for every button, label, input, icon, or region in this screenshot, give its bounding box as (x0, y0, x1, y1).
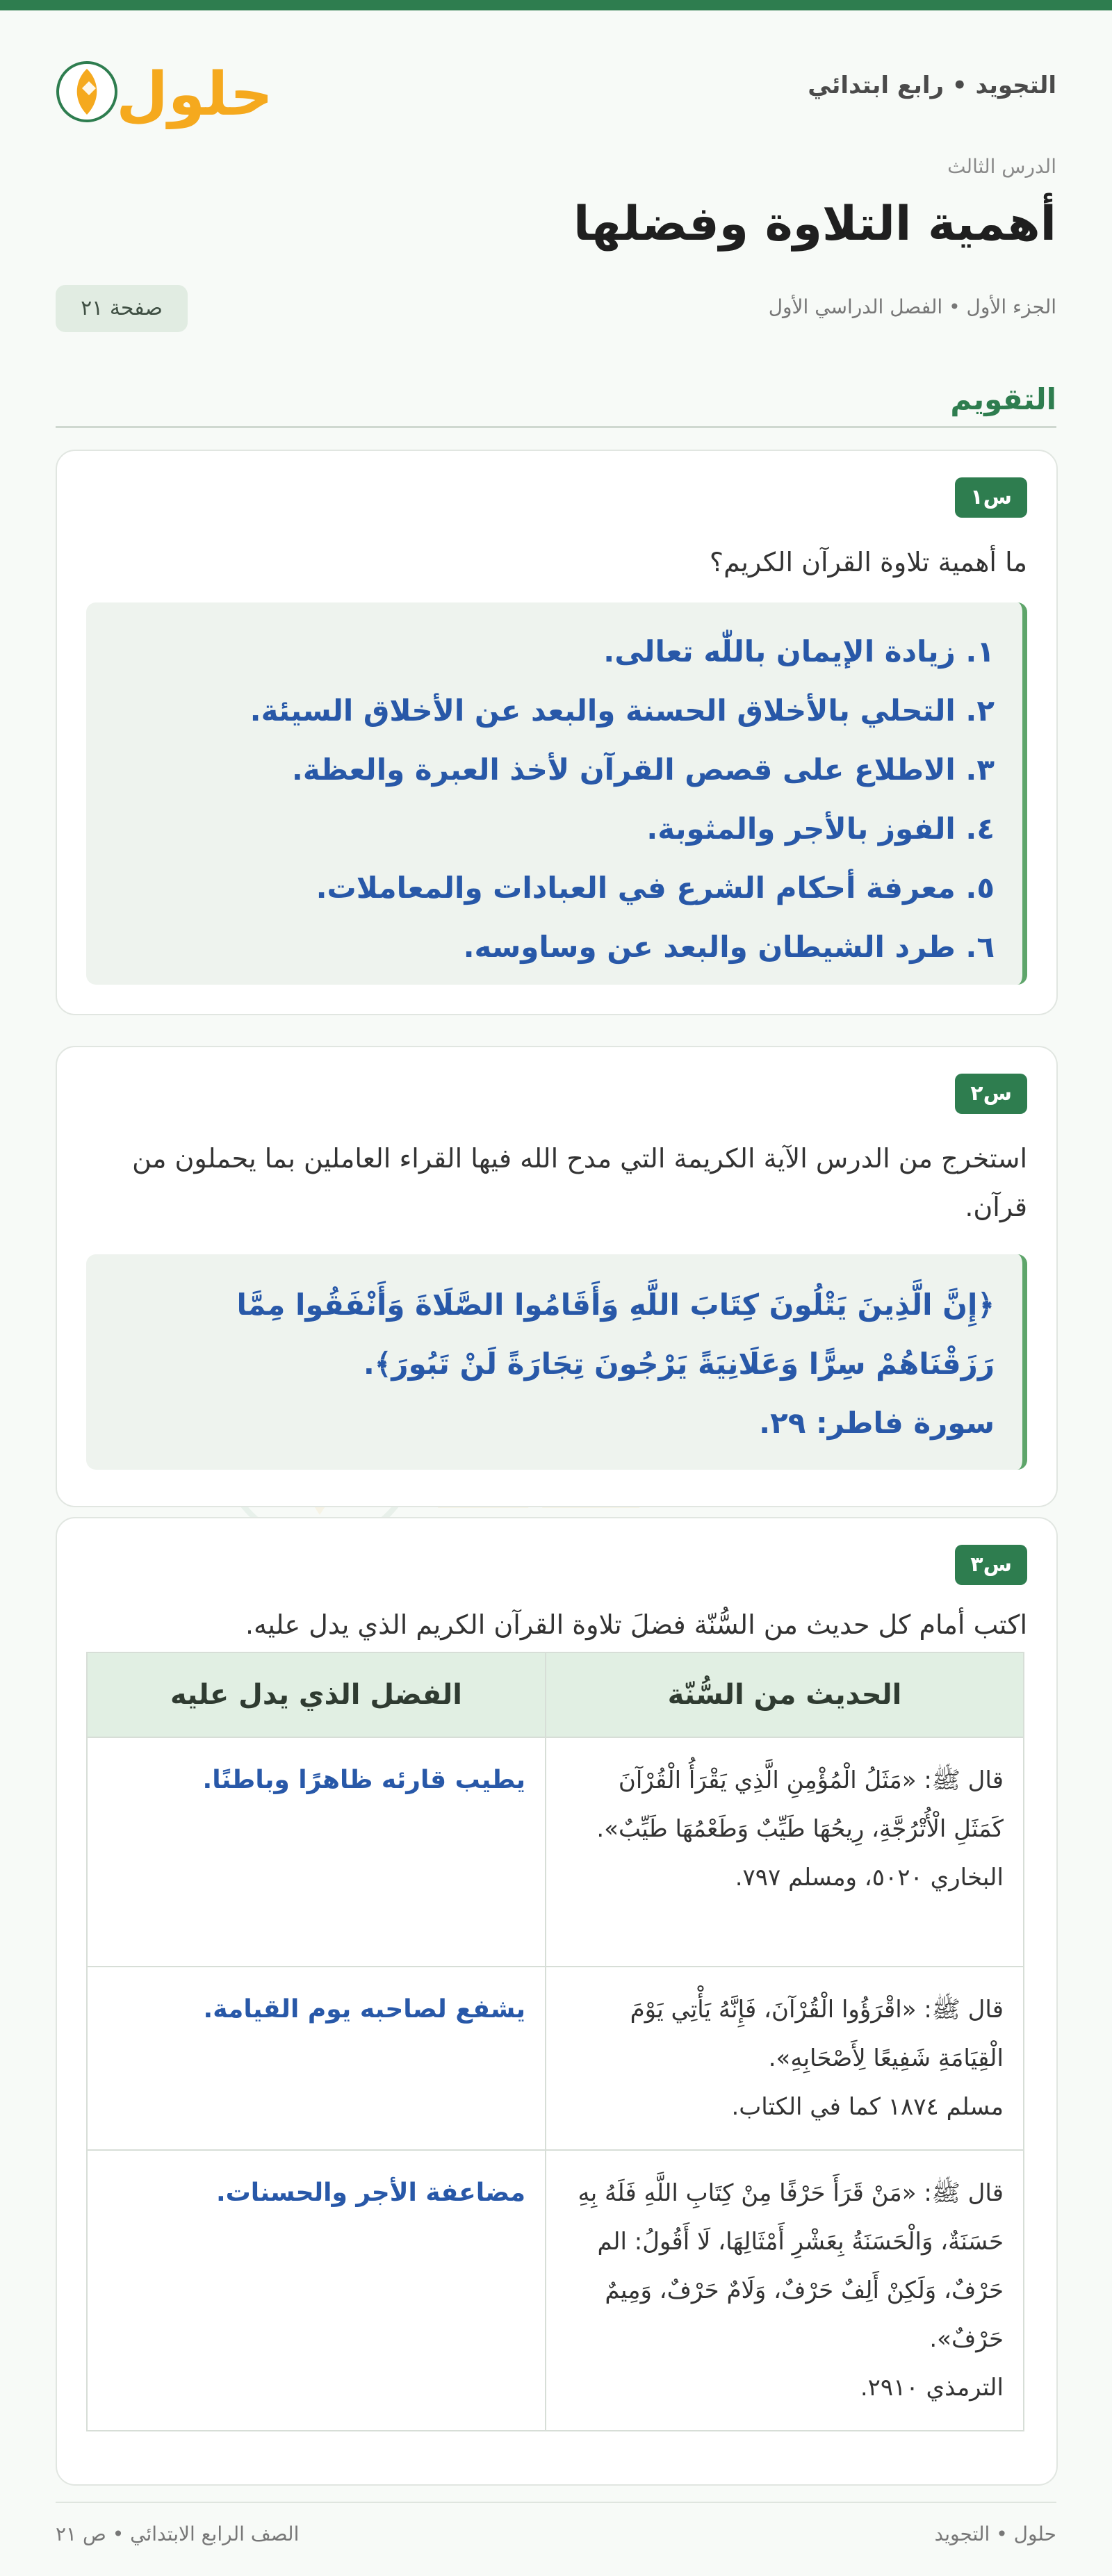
lesson-number: الدرس الثالث (947, 155, 1056, 178)
table-row (87, 1737, 1024, 1967)
column-header-hadith: الحديث من السُّنّة (546, 1652, 1024, 1737)
answer-item: ١. زيادة الإيمان باللّٰه تعالى. (603, 634, 995, 668)
question-badge: س٢ (955, 1074, 1027, 1114)
ayah: ﴿إِنَّ الَّذِينَ يَتْلُونَ كِتَابَ اللَّهِ وَأَقَامُوا الصَّلَاةَ وَأَنْفَقُوا مِمَّا رَزَقْنَاهُمْ سِرًّا وَعَلَانِيَةً يَرْجُونَ تِجَارَةً لَنْ تَبُورَ﴾. (236, 1288, 995, 1381)
lesson-meta: الجزء الأول • الفصل الدراسي الأول (768, 295, 1056, 318)
lesson-title: أهمية التلاوة وفضلها (573, 197, 1056, 252)
answer-item: ٤. الفوز بالأجر والمثوبة. (646, 812, 995, 846)
virtue-cell: مضاعفة الأجر والحسنات. (87, 2150, 546, 2431)
question-text: استخرج من الدرس الآية الكريمة التي مدح الله فيها القراء العاملين بما يحملون من قرآن. (132, 1143, 1027, 1222)
question-card-3 (56, 1517, 1058, 2486)
virtue-cell: يشفع لصاحبه يوم القيامة. (87, 1967, 546, 2150)
hadith-cell (546, 1967, 1024, 2150)
logo-text: حلول (116, 60, 273, 129)
section-title: التقويم (950, 382, 1056, 416)
answer-box (86, 1254, 1027, 1470)
answer-box (86, 602, 1027, 985)
top-accent-bar (0, 0, 1112, 10)
hadith-source: مسلم ١٨٧٤ كما في الكتاب. (731, 2093, 1004, 2121)
answer-item: ٣. الاطلاع على قصص القرآن لأخذ العبرة والعظة. (291, 753, 995, 787)
virtue-cell: يطيب قارئه ظاهرًا وباطنًا. (87, 1737, 546, 1967)
section-divider (56, 426, 1056, 428)
question-badge: س١ (955, 477, 1027, 518)
hadith-cell (546, 2150, 1024, 2431)
table-row (87, 2150, 1024, 2431)
hadith-source: البخاري ٥٠٢٠، ومسلم ٧٩٧. (735, 1864, 1004, 1892)
question-card-1 (56, 450, 1058, 1015)
question-badge: س٣ (955, 1545, 1027, 1585)
hadith-table (86, 1652, 1024, 2431)
answer-item: ٥. معرفة أحكام الشرع في العبادات والمعاملات. (316, 871, 995, 905)
question-text: ما أهمية تلاوة القرآن الكريم؟ (709, 547, 1027, 577)
answer-item: ٢. التحلي بالأخلاق الحسنة والبعد عن الأخلاق السيئة. (250, 694, 995, 728)
hadith-text: قال ﷺ: «اقْرَؤُوا الْقُرْآنَ، فَإِنَّهُ يَأْتِي يَوْمَ الْقِيَامَةِ شَفِيعًا لِأَصْحَابِهِ». (630, 1996, 1004, 2072)
footer-page-info: الصف الرابع الابتدائي • ص ٢١ (56, 2522, 300, 2545)
answer-item: ٦. طرد الشيطان والبعد عن وساوسه. (463, 930, 995, 964)
table-row (87, 1967, 1024, 2150)
subject-label: التجويد • رابع ابتدائي (808, 72, 1056, 99)
hadith-cell (546, 1737, 1024, 1967)
hulool-logo (56, 47, 273, 137)
question-text: اكتب أمام كل حديث من السُّنّة فضلَ تلاوة القرآن الكريم الذي يدل عليه. (245, 1609, 1027, 1640)
surah-reference: سورة فاطر: ٢٩. (759, 1406, 995, 1440)
answer-list (86, 602, 1022, 976)
question-card-2 (56, 1046, 1058, 1507)
hadith-source: الترمذي ٢٩١٠. (860, 2374, 1004, 2402)
column-header-virtue: الفضل الذي يدل عليه (87, 1652, 546, 1737)
footer-brand: حلول • التجويد (934, 2522, 1056, 2545)
hadith-text: قال ﷺ: «مَثَلُ الْمُؤْمِنِ الَّذِي يَقْرَأُ الْقُرْآنَ كَمَثَلِ الْأُتْرُجَّةِ، رِيحُهَا طَيِّبٌ وَطَعْمُهَا طَيِّبٌ». (596, 1766, 1004, 1843)
ayah-text (86, 1254, 1022, 1452)
footer-divider (56, 2502, 1056, 2503)
hadith-text: قال ﷺ: «مَنْ قَرَأَ حَرْفًا مِنْ كِتَابِ اللَّهِ فَلَهُ بِهِ حَسَنَةٌ، وَالْحَسَنَةُ بِعَشْرِ أَمْثَالِهَا، لَا أَقُولُ: الم حَرْفٌ، وَلَكِنْ أَلِفٌ حَرْفٌ، وَلَامٌ حَرْفٌ، وَمِيمٌ حَرْفٌ». (578, 2179, 1004, 2353)
page-header (56, 10, 1056, 149)
page-badge: صفحة ٢١ (56, 285, 188, 332)
